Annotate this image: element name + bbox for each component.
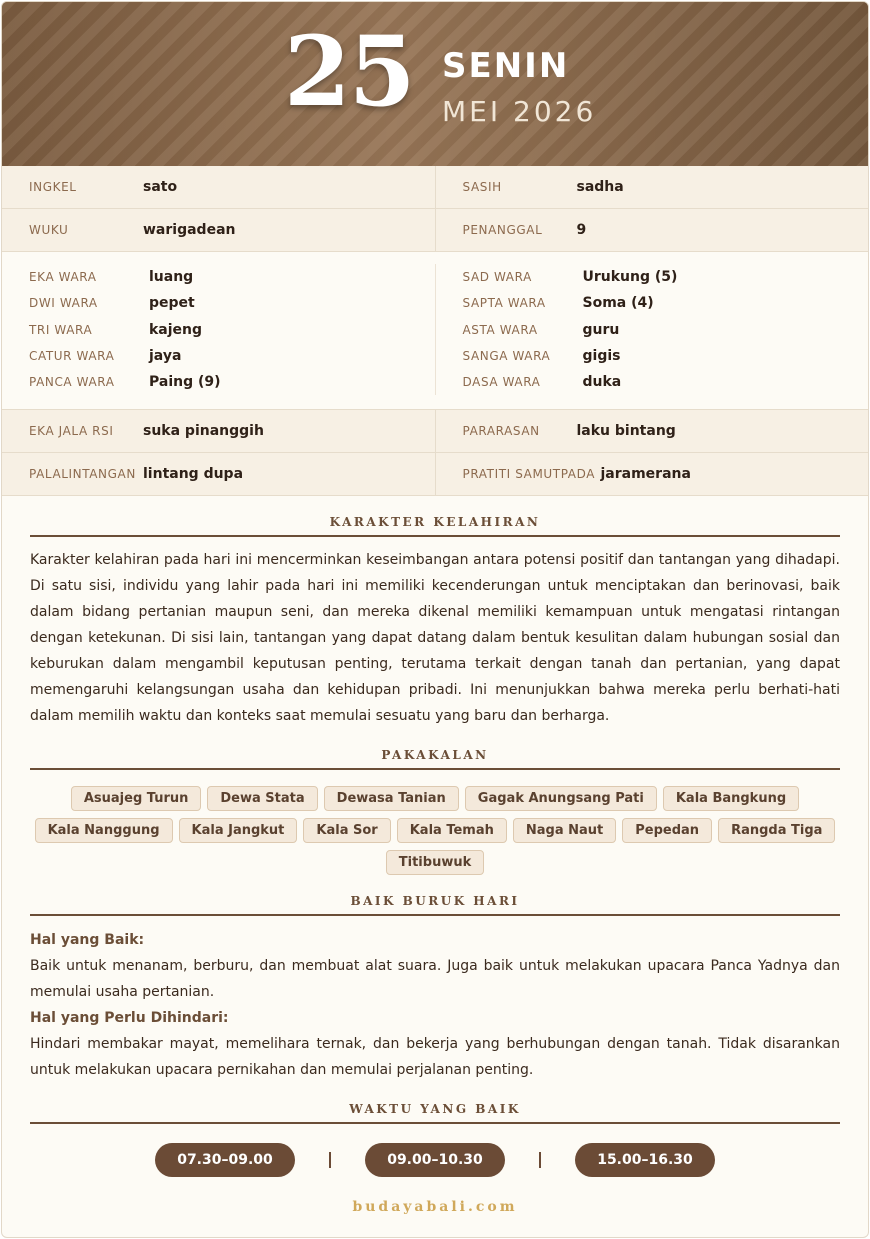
pakakalan-chip: Kala Jangkut [179,818,298,843]
time-separator [539,1152,541,1168]
wara-label: DASA WARA [462,375,541,390]
wara-value: jaya [149,348,182,365]
wara-label: PANCA WARA [29,375,115,390]
day-name: SENIN [442,46,570,86]
waktu-title: WAKTU YANG BAIK [30,1083,840,1124]
pakakalan-chip: Titibuwuk [386,850,484,875]
wara-value: duka [582,374,622,391]
karakter-title: KARAKTER KELAHIRAN [30,496,840,537]
wara-item [29,264,435,290]
wara-value: Paing (9) [149,374,221,391]
pakakalan-chip: Asuajeg Turun [71,786,202,811]
extra-row [2,453,868,496]
wara-item [463,264,869,290]
extra-cell-pararasan [435,410,869,452]
month-year: MEI 2026 [442,95,597,128]
pakakalan-chip: Dewasa Tanian [324,786,459,811]
day-number: 25 [284,15,414,128]
wara-value: kajeng [149,321,203,338]
wara-value: gigis [582,348,621,365]
pakakalan-chip: Rangda Tiga [718,818,835,843]
wara-item [463,290,869,316]
wara-column-right [435,264,869,395]
wara-label: EKA WARA [29,270,97,285]
extra-cell-palalintangan [2,453,435,495]
wara-label: SANGA WARA [462,349,551,364]
time-slots [30,1124,840,1177]
baik-buruk-title: BAIK BURUK HARI [30,875,840,916]
extra-cell-eka-jala-rsi [2,410,435,452]
wara-label: CATUR WARA [29,349,115,364]
wara-item [29,343,435,369]
wara-grid [2,252,868,410]
wara-value: pepet [149,295,195,312]
calendar-card [1,1,869,1238]
wara-item [29,369,435,395]
wara-column-left [2,264,435,395]
info-label: INGKEL [29,180,77,194]
pakakalan-chip: Naga Naut [513,818,616,843]
pakakalan-chip: Kala Sor [303,818,390,843]
info-row [2,209,868,252]
extra-label: PARARASAN [462,424,540,439]
wara-label: DWI WARA [29,296,98,311]
info-cell-penanggal [435,209,869,251]
info-value: warigadean [143,222,236,238]
wara-item [463,343,869,369]
pakakalan-chip: Gagak Anungsang Pati [465,786,657,811]
pakakalan-chip: Pepedan [622,818,712,843]
info-value: sadha [576,179,624,195]
good-text: Baik untuk menanam, berburu, dan membuat alat suara. Juga baik untuk melakukan upacara Panca Yadnya dan memulai usaha pertanian. [30,958,840,1001]
good-heading: Hal yang Baik: [30,932,145,949]
time-slot: 09.00–10.30 [365,1143,505,1177]
wara-label: TRI WARA [29,322,93,337]
wara-item [463,317,869,343]
extra-label: PALALINTANGAN [29,467,136,482]
wara-item [29,317,435,343]
extra-value: lintang dupa [143,466,244,483]
info-value: sato [143,179,178,195]
time-slot: 15.00–16.30 [575,1143,715,1177]
extra-value: jaramerana [600,466,691,483]
info-row [2,166,868,209]
wara-label: ASTA WARA [462,322,538,337]
wara-item [29,290,435,316]
wara-item [463,369,869,395]
extra-label: PRATITI SAMUTPADA [462,467,596,482]
avoid-heading: Hal yang Perlu Dihindari: [30,1010,229,1027]
wara-value: guru [582,321,620,338]
wara-value: Soma (4) [582,295,654,312]
info-label: SASIH [462,180,502,194]
date-header [2,2,868,166]
pakakalan-chip: Kala Temah [397,818,507,843]
info-label: WUKU [29,223,69,237]
site-footer: budayabali.com [352,1199,518,1216]
pakakalan-title: PAKAKALAN [30,729,840,770]
info-value: 9 [576,222,587,238]
extra-label: EKA JALA RSI [29,424,114,439]
wara-label: SAD WARA [462,270,532,285]
extra-row [2,410,868,453]
wara-value: Urukung (5) [582,269,678,286]
avoid-text: Hindari membakar mayat, memelihara ternak, dan bekerja yang berhubungan dengan tanah. Tidak disarankan untuk melakukan upacara pernikahan dan memulai perjalanan penting. [30,1036,840,1079]
time-slot: 07.30–09.00 [155,1143,295,1177]
wara-label: SAPTA WARA [462,296,546,311]
karakter-text: Karakter kelahiran pada hari ini mencerminkan keseimbangan antara potensi positif dan tantangan yang dihadapi. Di satu sisi, individu yang lahir pada hari ini memiliki kecenderungan untuk menciptakan dan berinovasi, baik dalam bidang pertanian maupun seni, dan mereka dikenal memiliki kemampuan untuk mengatasi rintangan dengan ketekunan. Di sisi lain, tantangan yang dapat datang dalam bentuk kesulitan dalam hubungan sosial dan keburukan dalam mengambil keputusan penting, terutama terkait dengan tanah dan pertanian, yang dapat memengaruhi kelangsungan usaha dan kehidupan pribadi. Ini menunjukkan bahwa mereka perlu berhati-hati dalam memilih waktu dan konteks saat memulai sesuatu yang baru dan berharga. [30,552,840,725]
content-area [2,496,868,1215]
pakakalan-chip: Dewa Stata [207,786,317,811]
extra-value: laku bintang [576,423,676,440]
time-separator [329,1152,331,1168]
info-cell-ingkel [2,166,435,208]
extra-cell-pratiti-samutpada [435,453,869,495]
info-cell-sasih [435,166,869,208]
pakakalan-chip: Kala Bangkung [663,786,799,811]
info-cell-wuku [2,209,435,251]
pakakalan-list [30,770,840,875]
info-label: PENANGGAL [462,223,543,237]
extra-value: suka pinanggih [143,423,264,440]
pakakalan-chip: Kala Nanggung [35,818,173,843]
wara-value: luang [149,269,194,286]
